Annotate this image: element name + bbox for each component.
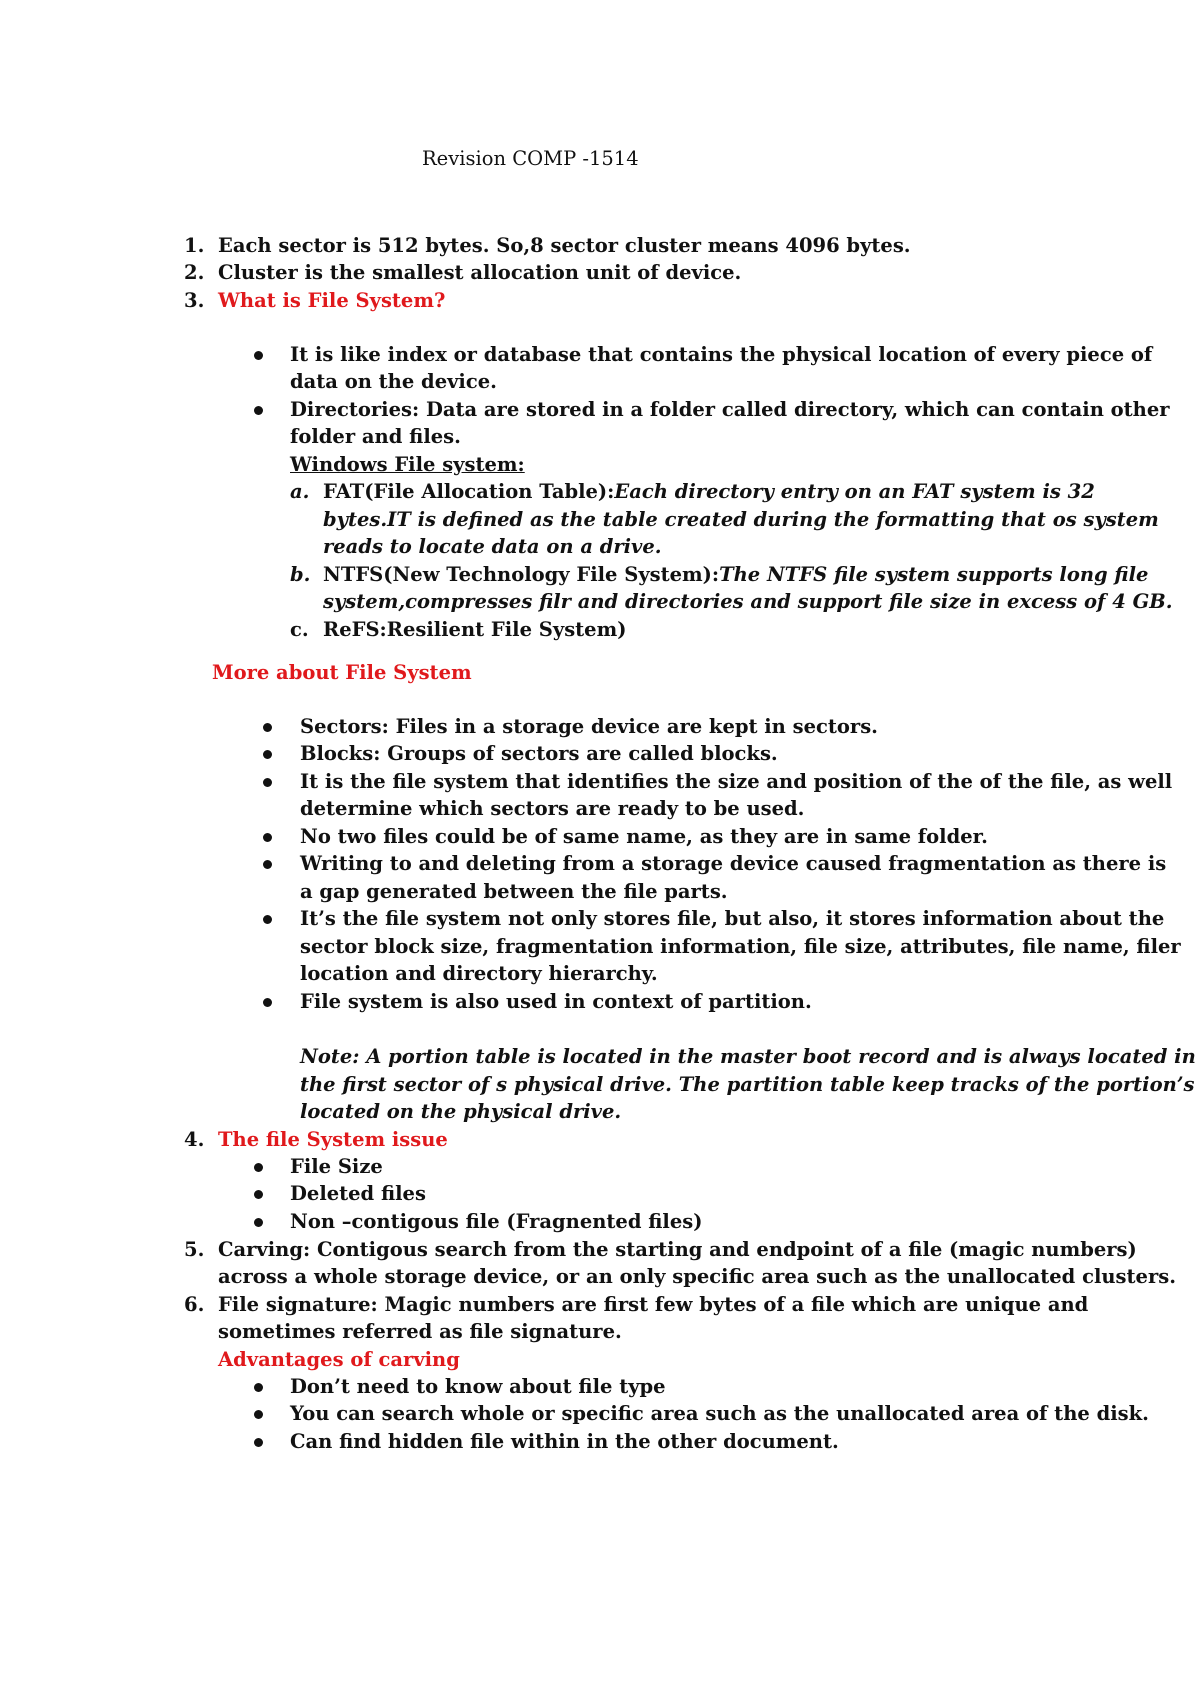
note-line-2: the first sector of s physical drive. The partition table keep tracks of the portion’s bbox=[300, 1073, 1195, 1096]
more-bullet-1: Sectors: Files in a storage device are kept in sectors. bbox=[300, 715, 878, 738]
bullet-icon bbox=[254, 1410, 263, 1419]
list-number-5: 5. bbox=[184, 1238, 205, 1261]
fat-entry-line-3: reads to locate data on a drive. bbox=[323, 535, 662, 558]
list-item-6-line-1: File signature: Magic numbers are first few bytes of a file which are unique and bbox=[218, 1293, 1089, 1316]
bullet-icon bbox=[263, 750, 272, 759]
issue-bullet-1: File Size bbox=[290, 1155, 383, 1178]
more-bullet-7: File system is also used in context of partition. bbox=[300, 990, 812, 1013]
more-bullet-6-line-2: sector block size, fragmentation information, file size, attributes, file name, filer bbox=[300, 935, 1181, 958]
sublist-letter-c: c. bbox=[290, 618, 309, 641]
bullet-icon bbox=[254, 1383, 263, 1392]
advantage-bullet-1: Don’t need to know about file type bbox=[290, 1375, 666, 1398]
windows-file-system-heading: Windows File system: bbox=[290, 453, 525, 476]
ntfs-entry-line-2: system,compresses filr and directories and support file size in excess of 4 GB. bbox=[323, 590, 1173, 613]
list-item-1: Each sector is 512 bytes. So,8 sector cluster means 4096 bytes. bbox=[218, 234, 911, 257]
note-line-1: Note: A portion table is located in the master boot record and is always located in bbox=[300, 1045, 1196, 1068]
more-bullet-6-line-1: It’s the file system not only stores file, but also, it stores information about the bbox=[300, 907, 1165, 930]
bullet-icon bbox=[263, 778, 272, 787]
fat-description: Each directory entry on an FAT system is 32 bbox=[614, 480, 1095, 503]
list-number-4: 4. bbox=[184, 1128, 205, 1151]
fat-label: FAT(File Allocation Table): bbox=[323, 480, 615, 503]
heading-file-system-issue: The file System issue bbox=[218, 1128, 448, 1151]
heading-what-is-file-system: What is File System? bbox=[218, 289, 446, 312]
advantage-bullet-2: You can search whole or specific area such as the unallocated area of the disk. bbox=[290, 1402, 1149, 1425]
bullet-icon bbox=[254, 351, 263, 360]
bullet-icon bbox=[254, 1438, 263, 1447]
bullet-icon bbox=[254, 1163, 263, 1172]
more-bullet-3-line-1: It is the file system that identifies the size and position of the of the file, as well bbox=[300, 770, 1173, 793]
more-bullet-4: No two files could be of same name, as they are in same folder. bbox=[300, 825, 988, 848]
bullet-icon bbox=[254, 1190, 263, 1199]
sublist-letter-b: b. bbox=[290, 563, 311, 586]
list-item-6-line-2: sometimes referred as file signature. bbox=[218, 1320, 622, 1343]
more-bullet-2: Blocks: Groups of sectors are called blocks. bbox=[300, 742, 778, 765]
more-bullet-3-line-2: determine which sectors are ready to be used. bbox=[300, 797, 805, 820]
issue-bullet-2: Deleted files bbox=[290, 1182, 426, 1205]
heading-more-about-file-system: More about File System bbox=[212, 661, 472, 684]
fat-entry-line-1 bbox=[323, 478, 1095, 505]
more-bullet-6-line-3: location and directory hierarchy. bbox=[300, 962, 658, 985]
document-title: Revision COMP -1514 bbox=[422, 147, 639, 170]
more-bullet-5-line-1: Writing to and deleting from a storage device caused fragmentation as there is bbox=[300, 852, 1167, 875]
fs-bullet-1-line-2: data on the device. bbox=[290, 370, 497, 393]
ntfs-entry-line-1 bbox=[323, 561, 1148, 588]
list-number-3: 3. bbox=[184, 289, 205, 312]
bullet-icon bbox=[254, 406, 263, 415]
refs-entry: ReFS:Resilient File System) bbox=[323, 618, 627, 641]
list-number-2: 2. bbox=[184, 261, 205, 284]
fs-bullet-2-line-1: Directories: Data are stored in a folder called directory, which can contain other bbox=[290, 398, 1170, 421]
list-number-1: 1. bbox=[184, 234, 205, 257]
fs-bullet-1-line-1: It is like index or database that contains the physical location of every piece of bbox=[290, 343, 1153, 366]
bullet-icon bbox=[254, 1218, 263, 1227]
fs-bullet-2-line-2: folder and files. bbox=[290, 425, 461, 448]
list-number-6: 6. bbox=[184, 1293, 205, 1316]
bullet-icon bbox=[263, 723, 272, 732]
bullet-icon bbox=[263, 833, 272, 842]
advantage-bullet-3: Can find hidden file within in the other document. bbox=[290, 1430, 839, 1453]
list-item-5-line-1: Carving: Contigous search from the starting and endpoint of a file (magic numbers) bbox=[218, 1238, 1137, 1261]
heading-advantages-of-carving: Advantages of carving bbox=[218, 1348, 460, 1371]
ntfs-label: NTFS(New Technology File System): bbox=[323, 563, 720, 586]
bullet-icon bbox=[263, 860, 272, 869]
list-item-2: Cluster is the smallest allocation unit of device. bbox=[218, 261, 742, 284]
bullet-icon bbox=[263, 915, 272, 924]
more-bullet-5-line-2: a gap generated between the file parts. bbox=[300, 880, 728, 903]
bullet-icon bbox=[263, 998, 272, 1007]
list-item-5-line-2: across a whole storage device, or an only specific area such as the unallocated clusters. bbox=[218, 1265, 1176, 1288]
ntfs-description: The NTFS file system supports long file bbox=[719, 563, 1149, 586]
sublist-letter-a: a. bbox=[290, 480, 310, 503]
fat-entry-line-2: bytes.IT is defined as the table created during the formatting that os system bbox=[323, 508, 1159, 531]
issue-bullet-3: Non –contigous file (Fragnented files) bbox=[290, 1210, 703, 1233]
note-line-3: located on the physical drive. bbox=[300, 1100, 622, 1123]
